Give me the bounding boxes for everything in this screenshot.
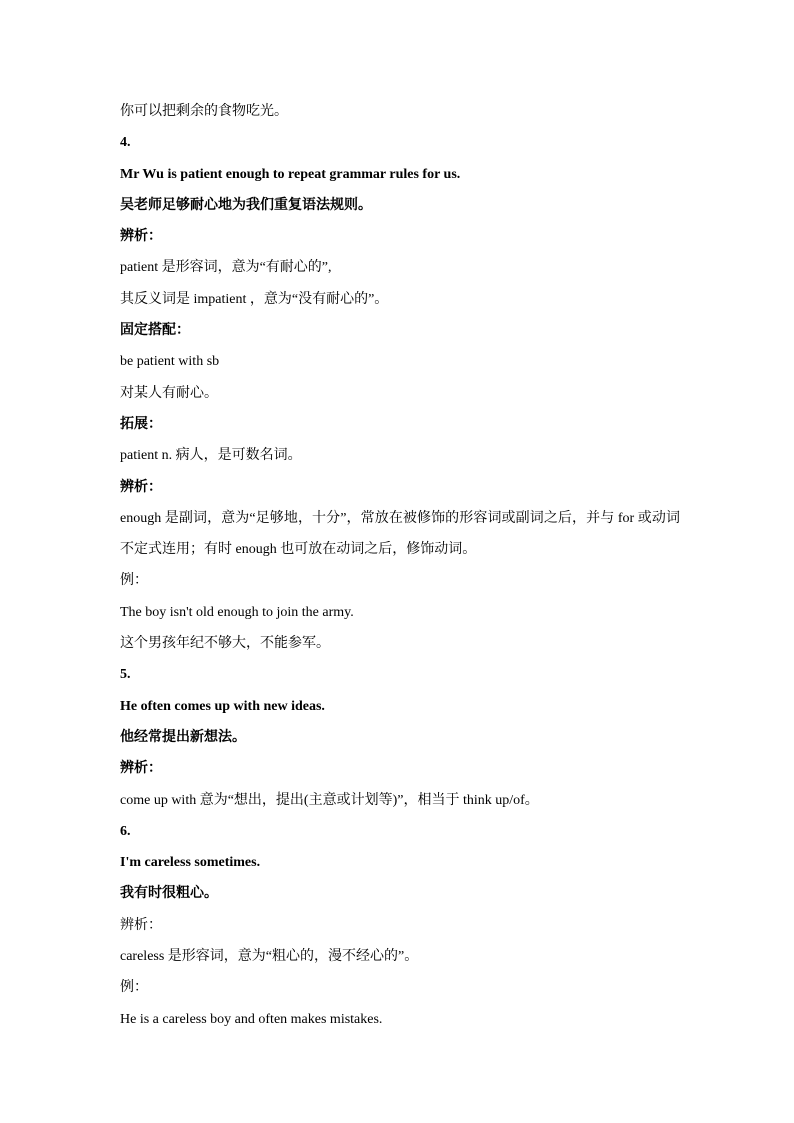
section-number: 5. — [120, 667, 131, 683]
text-line: 对某人有耐心。 — [120, 385, 218, 401]
example-sentence-zh: 吴老师足够耐心地为我们重复语法规则。 — [120, 197, 372, 213]
text-line: be patient with sb — [120, 354, 220, 370]
example-sentence-en: He often comes up with new ideas. — [120, 698, 325, 714]
text-line: 这个男孩年纪不够大，不能参军。 — [120, 636, 330, 652]
text-line: 你可以把剩余的食物吃光。 — [120, 104, 288, 119]
example-sentence-en: I'm careless sometimes. — [120, 855, 261, 871]
text-line: He is a careless boy and often makes mistakes. — [120, 1011, 383, 1027]
section-number: 6. — [120, 823, 131, 839]
example-sentence-en: Mr Wu is patient enough to repeat grammar rules for us. — [120, 166, 461, 182]
example-heading: 例： — [120, 573, 148, 589]
text-line: The boy isn't old enough to join the army. — [120, 604, 354, 620]
section-number: 4. — [120, 135, 131, 151]
extension-heading: 拓展： — [120, 416, 162, 432]
document-page — [120, 96, 680, 1035]
text-line: patient n. 病人，是可数名词。 — [120, 448, 302, 464]
example-heading: 例： — [120, 980, 148, 996]
collocation-heading: 固定搭配： — [120, 323, 190, 339]
text-line: careless 是形容词，意为“粗心的，漫不经心的”。 — [120, 949, 419, 965]
analysis-heading: 辨析： — [120, 761, 162, 777]
text-line: come up with 意为“想出，提出(主意或计划等)”，相当于 think up/of。 — [120, 792, 539, 808]
text-paragraph: enough 是副词，意为“足够地，十分”，常放在被修饰的形容词或副词之后，并与 for 或动词不定式连用；有时 enough 也可放在动词之后，修饰动词。 — [120, 510, 680, 558]
example-sentence-zh: 他经常提出新想法。 — [120, 729, 246, 745]
example-sentence-zh: 我有时很粗心。 — [120, 886, 218, 902]
analysis-heading: 辨析： — [120, 229, 162, 245]
analysis-heading: 辨析： — [120, 479, 162, 495]
text-line: 其反义词是 impatient ，意为“没有耐心的”。 — [120, 291, 389, 307]
text-line: patient 是形容词，意为“有耐心的”, — [120, 260, 332, 276]
analysis-heading: 辨析： — [120, 917, 162, 933]
